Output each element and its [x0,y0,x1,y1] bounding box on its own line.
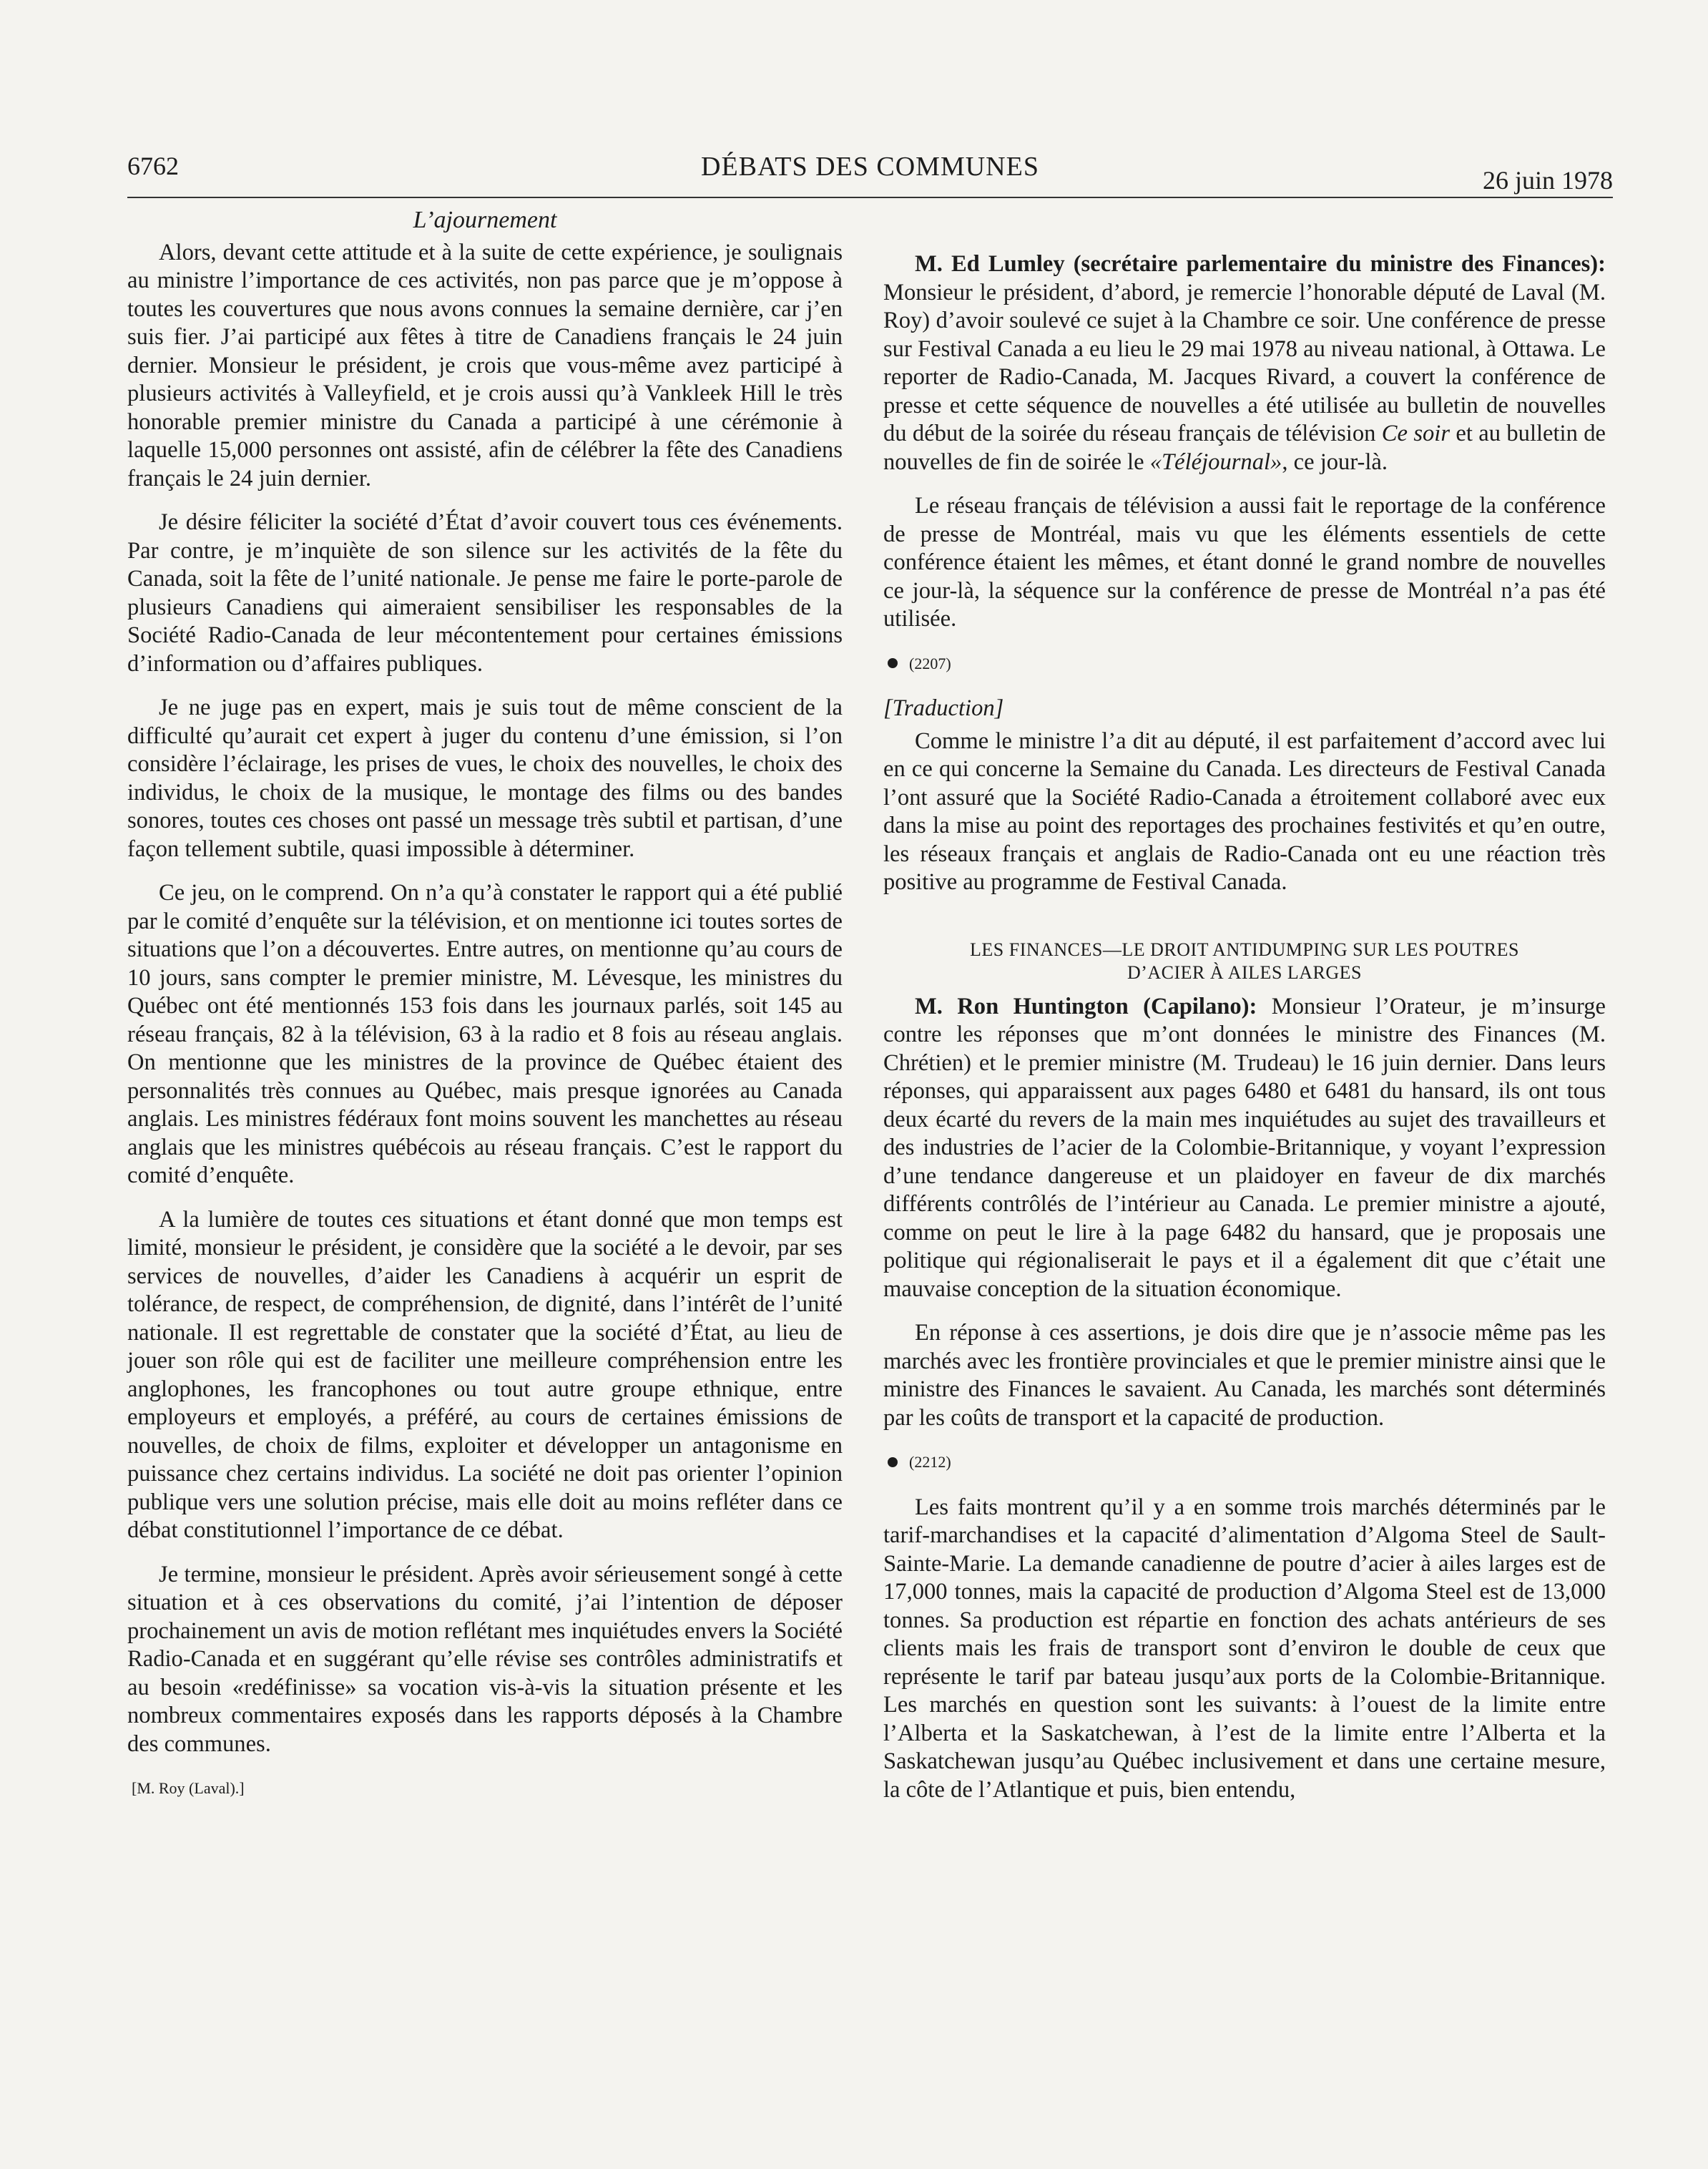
paragraph: Le réseau français de télévision a aussi fait le reportage de la conférence de presse de Montréal, mais vu que les éléments essentiels de cette conférence étaient les mêmes, et étant donné le grand nombre de nouvelles ce jour-là, la séquence sur la conférence de presse de Montréal n’a pas été utilisée. [883,493,1606,632]
bullet-icon [888,1457,898,1467]
paragraph-text: Monsieur le président, d’abord, je remercie l’honorable député de Laval (M. Roy) d’avoir soulevé ce sujet à la Chambre ce soir. Une conférence de presse sur Festival Canada a eu lieu le 29 mai 1978 au niveau national, à Ottawa. Le reporter de Radio-Canada, M. Jacques Rivard, a couvert la conférence de presse et cette séquence de nouvelles a été utilisée au bulletin de nouvelles du début de la soirée du réseau français de télévision [883,279,1606,446]
paragraph: A la lumière de toutes ces situations et étant donné que mon temps est limité, monsieur le président, je considère que la société a le devoir, par ses services de nouvelles, d’aider les Canadiens à acquérir un esprit de tolérance, de respect, de compréhension, de dignité, dans l’intérêt de l’unité nationale. Il est regrettable de constater que la société d’État, au lieu de jouer son rôle qui est de faciliter une meilleure compréhension entre les anglophones, les francophones ou tout autre groupe ethnique, entre employeurs et employés, a préféré, au cours de certaines émissions de nouvelles, de choix de films, exploiter et développer un antagonisme en puissance chez certains individus. La société ne doit pas orienter l’opinion publique vers une solution précise, mais elle doit au moins refléter dans ce débat constitutionnel l’importance de ce débat. [127,1206,843,1543]
page-header [127,147,1613,198]
paragraph-text: Monsieur l’Orateur, je m’insurge contre les réponses que m’ont données le ministre des Finances (M. Chrétien) et le premier ministre (M. Trudeau) le 16 juin dernier. Dans leurs réponses, qui apparaissent aux pages 6480 et 6481 du hansard, ils ont tous deux écarté du revers de la main mes inquiétudes au sujet des travailleurs et des industries de l’acier de la Colombie-Britannique, y voyant l’expression d’une tendance dangereuse et un plaidoyer en faveur de dix marchés différents contrôlés de l’intérieur au Canada. Le premier ministre a ajouté, comme on peut le lire à la page 6482 du hansard, que je proposais une politique qui régionaliserait le pays et il a également dit que c’était une mauvaise conception de la situation économique. [883,993,1606,1302]
paragraph: Les faits montrent qu’il y a en somme trois marchés déterminés par le tarif-marchandises et la capacité d’alimentation d’Algoma Steel de Sault-Sainte-Marie. La demande canadienne de poutre d’acier à ailes larges est de 17,000 tonnes, mais la capacité de production d’Algoma Steel est de 13,000 tonnes. Sa production est répartie en fonction des achats antérieurs de ses clients mais les frais de transport sont d’environ le double de ceux que représente le tarif par bateau jusqu’aux ports de la Colombie-Britannique. Les marchés en question sont les suivants: à l’ouest de la limite entre l’Alberta et la Saskatchewan, à l’est de la limite entre l’Alberta et la Saskatchewan jusqu’au Québec inclusivement et dans une certaine mesure, la côte de l’Atlantique et puis, bien entendu, [883,1494,1606,1803]
time-marker [888,650,1606,678]
section-title: L’ajournement [413,207,557,233]
paragraph: En réponse à ces assertions, je dois dire que je n’associe même pas les marchés avec les frontière provinciales et que le premier ministre ainsi que le ministre des Finances le savaient. Au Canada, les marchés sont déterminés par les coûts de transport et la capacité de production. [883,1320,1606,1431]
publication-title: DÉBATS DES COMMUNES [701,152,1039,182]
section-heading-line: LES FINANCES—LE DROIT ANTIDUMPING SUR LES POUTRES [970,939,1519,960]
translation-note: [Traduction] [883,695,1004,721]
left-column [127,206,843,1803]
time-marker-label: (2207) [909,654,951,672]
paragraph: Je désire féliciter la société d’État d’avoir couvert tous ces événements. Par contre, je m’inquiète de son silence sur les activités de la fête du Canada, soit la fête de l’unité nationale. Je pense me faire le porte-parole de plusieurs Canadiens qui aimeraient sensibiliser les responsables de la Société Radio-Canada de leur mécontentement pour certaines émissions d’information ou d’affaires publiques. [127,509,843,677]
section-heading-line: D’ACIER À AILES LARGES [1127,961,1363,983]
paragraph-text: , ce jour-là. [1282,449,1388,475]
speaker-name: M. Ron Huntington (Capilano): [915,993,1257,1019]
paragraph: Comme le ministre l’a dit au député, il est parfaitement d’accord avec lui en ce qui concerne la Semaine du Canada. Les directeurs de Festival Canada l’ont assuré que la Société Radio-Canada a étroitement collaboré avec eux dans la mise au point des reportages des prochaines festivités et qu’en outre, les réseaux français et anglais de Radio-Canada ont eu une réaction très positive au programme de Festival Canada. [883,728,1606,895]
paragraph-text: et au bulletin de nouvelles de fin de soirée le [883,421,1606,475]
paragraph: Je termine, monsieur le président. Après avoir sérieusement songé à cette situation et à ces observations du comité, j’ai l’intention de déposer prochainement un avis de motion reflétant mes inquiétudes envers la Société Radio-Canada et en suggérant qu’elle révise ses contrôles administratifs et au besoin «redéfinisse» sa vocation vis-à-vis la situation présente et les nombreux commentaires exposés dans les rapports déposés à la Chambre des communes. [127,1561,843,1757]
publication-date: 26 juin 1978 [1482,166,1613,195]
speaker-name: M. Ed Lumley (secrétaire parlementaire du ministre des Finances): [915,251,1606,277]
time-marker-label: (2212) [909,1453,951,1471]
time-marker [888,1448,1606,1477]
right-column [883,250,1606,1820]
speaker-attribution: [M. Roy (Laval).] [132,1779,245,1797]
section-heading [883,939,1606,984]
program-title: Ce soir [1381,421,1451,446]
paragraph [883,993,1606,1304]
paragraph: Ce jeu, on le comprend. On n’a qu’à constater le rapport qui a été publié par le comité d’enquête sur la télévision, et on mentionne ici toutes sortes de situations que l’on a découvertes. Entre autres, on mentionne qu’au cours de 10 jours, sans compter le premier ministre, M. Lévesque, les ministres du Québec ont été mentionnés 153 fois dans les journaux parlés, soit 145 au réseau français, 82 à la télévision, 63 à la radio et 8 fois au réseau anglais. On mentionne que les ministres de la province de Québec étaient des personnalités très connues au Québec, mais presque ignorées au Canada anglais. Les ministres fédéraux font moins souvent les manchettes au réseau anglais que les ministres québécois au réseau français. C’est le rapport du comité d’enquête. [127,880,843,1188]
program-title: «Téléjournal» [1149,449,1282,475]
bullet-icon [888,658,898,668]
paragraph: Alors, devant cette attitude et à la suite de cette expérience, je soulignais au ministre l’importance de ces activités, non pas parce que je m’oppose à toutes les couvertures que nous avons connues la semaine dernière, car j’en suis fier. J’ai participé aux fêtes à titre de Canadiens français le 24 juin dernier. Monsieur le président, je crois que vous-même avez participé à plusieurs activités à Valleyfield, et je crois aussi qu’à Vankleek Hill le très honorable premier ministre du Canada a participé à une cérémonie à laquelle 15,000 personnes ont assisté, afin de célébrer la fête des Canadiens français le 24 juin dernier. [127,239,843,491]
paragraph: Je ne juge pas en expert, mais je suis tout de même conscient de la difficulté qu’aurait cet expert à juger du contenu d’une émission, si l’on considère l’éclairage, les prises de vues, le choix des nouvelles, le choix des individus, le choix de la musique, le montage des films ou des bandes sonores, toutes ces choses ont passé un message très subtil et partisan, d’une façon tellement subtile, quasi impossible à déterminer. [127,695,843,862]
paragraph [883,250,1606,476]
page-number: 6762 [127,152,179,180]
